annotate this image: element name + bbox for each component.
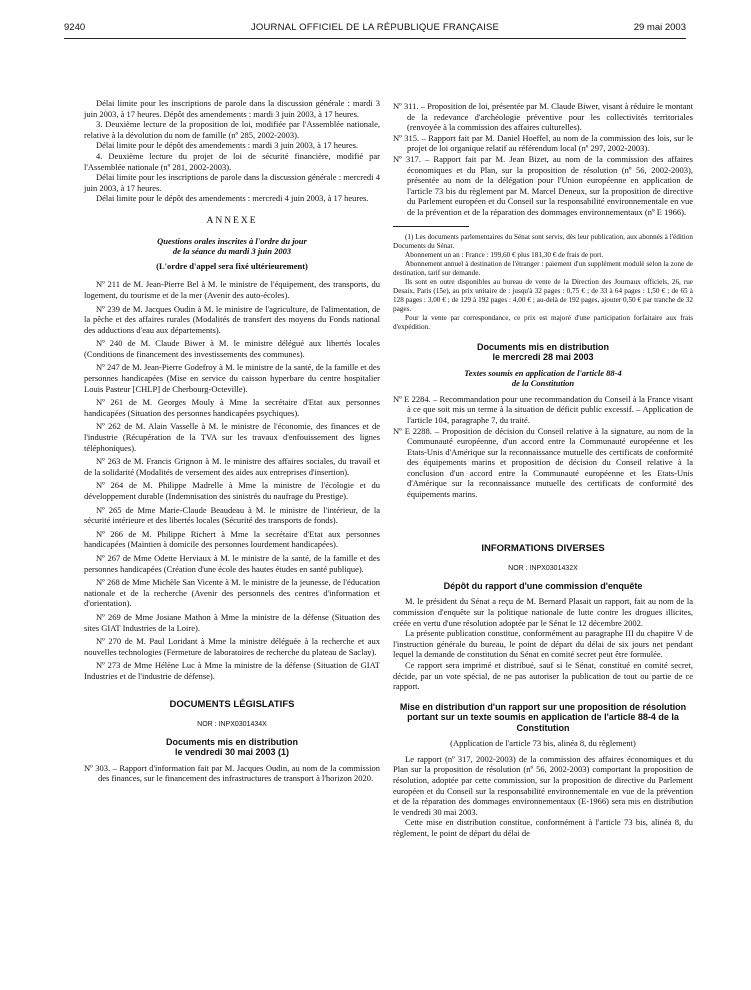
question-item: Nº 264 de M. Philippe Madrelle à Mme la ministre de l'écologie et du développement durable (Indemnisation des sinistrés du naufrage du Prestige). — [84, 480, 380, 501]
question-item: Nº 239 de M. Jacques Oudin à M. le ministre de l'agriculture, de l'alimentation, de la pêche et des affaires rurales (Modalités de transfert des moyens du Fonds national des adductions d'eau aux départements). — [84, 303, 380, 335]
issue-date: 29 mai 2003 — [633, 22, 686, 33]
header-rule — [64, 38, 686, 39]
intro-paragraph: Délai limite pour les inscriptions de parole dans la discussion générale : mercredi 4 juin 2003, à 17 heures. — [84, 172, 380, 193]
annexe-subtitle: Questions orales inscrites à l'ordre du jour — [157, 235, 307, 246]
info-nor: NOR : INPX0301432X — [508, 565, 578, 573]
mise-paragraph: Cette mise en distribution constitue, conformément à l'article 73 bis, alinéa 8, du règlement, le point de départ du délai de — [393, 817, 693, 838]
left-column — [84, 98, 380, 784]
right-column — [393, 101, 693, 839]
journal-title: JOURNAL OFFICIEL DE LA RÉPUBLIQUE FRANÇAISE — [250, 22, 500, 33]
depot-paragraph: Ce rapport sera imprimé et distribué, sauf si le Sénat, constitué en comité secret, décide, par un vote spécial, de ne pas autoriser la publication de tout ou partie de ce rapport. — [393, 659, 693, 692]
mise-paragraph: Le rapport (nº 317, 2002-2003) de la commission des affaires économiques et du Plan sur la proposition de résolution (nº 56, 2002-2003) comportant la proposition de résolution, adoptée par cette commission, sur la proposition de directive du Parlement européen et du Conseil sur la responsabilité environnementale en vue de la prévention et de la réparation des dommages environnementaux (E-1966) sera mis en distribution le vendredi 30 mai 2003. — [393, 753, 693, 817]
spacer — [393, 500, 693, 530]
annexe-title: ANNEXE — [206, 215, 258, 226]
e-doc-item: Nº E 2284. – Recommandation pour une recommandation du Conseil à la France visant à ce que soit mis un terme à la situation de déficit public excessif. – Application de l'article 104, paragraphe 7, du traité. — [393, 393, 693, 425]
footnote: (1) Les documents parlementaires du Sénat sont servis, dès leur publication, aux abonnés à l'édition Documents du Sénat. — [393, 232, 693, 250]
depot-paragraph: La présente publication constitue, conformément au paragraphe III du chapitre V de l'instruction générale du bureau, le point de départ du délai de six jours net pendant lequel la demande de constitution du Sénat en comité secret peut être formulée. — [393, 628, 693, 660]
doc-item: Nº 317. – Rapport fait par M. Jean Bizet, au nom de la commission des affaires économiques et du Plan, sur la proposition de résolution (nº 56, 2002-2003), présentée au nom de la délégation pour l'Union européenne en application de l'article 73 bis du règlement par M. Marcel Deneux, sur la proposition de directive du Parlement européen et du Conseil sur la responsabilité environnementale en vue de la prévention et de la réparation des dommages environnementaux (nº E 1966). — [393, 153, 693, 217]
doc-item: Nº 303. – Rapport d'information fait par M. Jacques Oudin, au nom de la commission des finances, sur le financement des infrastructures de transport à l'horizon 2020. — [84, 762, 380, 784]
annexe-subtitle: de la séance du mardi 3 juin 2003 — [172, 246, 292, 257]
mise-title: Mise en distribution d'un rapport sur une proposition de résolution portant sur un texte soumis en application de l'article 88-4 de la Constitution — [399, 701, 687, 733]
distribution-subtitle: Textes soumis en application de l'article 88-4 — [464, 367, 622, 378]
footnote: Ils sont en outre disponibles au bureau de vente de la Direction des Journaux officiels, 26, rue Desaix, Paris (15e), au prix unitaire de : jusqu'à 32 pages : 0,75 € ; de 33 à 64 pages : 1,50 € ; de 65 à 128 pages : 3,00 € ; de 129 à 192 pages : 4,00 € ; au-delà de 192 pages, ajouter 0,50 € par tranche de 32 pages. — [393, 277, 693, 313]
question-item: Nº 266 de M. Philippe Richert à Mme la secrétaire d'Etat aux personnes handicapées (Maintien à domicile des personnes lourdement handicapées). — [84, 528, 380, 550]
question-item: Nº 267 de Mme Odette Herviaux à M. le ministre de la santé, de la famille et des personnes handicapées (Création d'une école des hautes études en santé publique). — [84, 552, 380, 574]
intro-paragraph: Délai limite pour les inscriptions de parole dans la discussion générale : mardi 3 juin 2003, à 17 heures. Dépôt des amendements : mardi 3 juin 2003, à 17 heures. — [84, 98, 380, 119]
question-item: Nº 273 de Mme Hélène Luc à Mme la ministre de la défense (Situation de GIAT Industries et de l'industrie de défense). — [84, 660, 380, 681]
distribution-subtitle: de la Constitution — [511, 378, 575, 389]
annexe-note: (L'ordre d'appel sera fixé ultérieurement) — [156, 260, 308, 271]
footnote-rule — [393, 226, 469, 227]
footnote: Abonnement un an : France : 199,60 € plus 181,30 € de frais de port. — [405, 250, 604, 259]
footnote: Pour la vente par correspondance, ce prix est majoré d'une participation forfaitaire aux frais d'expédition. — [393, 313, 693, 331]
depot-paragraph: M. le président du Sénat a reçu de M. Bernard Plasait un rapport, fait au nom de la commission d'enquête sur la politique nationale de lutte contre les drogues illicites, créée en vertu d'une résolution adoptée par le Sénat le 12 décembre 2002. — [393, 596, 693, 628]
intro-paragraph: 4. Deuxième lecture du projet de loi de sécurité financière, modifié par l'Assemblée nationale (nº 281, 2002-2003). — [84, 150, 380, 172]
distribution-date: le mercredi 28 mai 2003 — [492, 352, 594, 363]
question-item: Nº 263 de M. Francis Grignon à M. le ministre des affaires sociales, du travail et de la solidarité (Modalités de versement des aides aux entreprises d'insertion). — [84, 456, 380, 477]
question-item: Nº 211 de M. Jean-Pierre Bel à M. le ministre de l'équipement, des transports, du logement, du tourisme et de la mer (Avenir des auto-écoles). — [84, 279, 380, 300]
question-item: Nº 240 de M. Claude Biwer à M. le ministre délégué aux libertés locales (Conditions de financement des investissements des communes). — [84, 338, 380, 359]
docs-nor: NOR : INPX0301434X — [197, 721, 267, 729]
distribution-title: Documents mis en distribution — [476, 341, 609, 352]
informations-title: INFORMATIONS DIVERSES — [481, 542, 605, 554]
question-item: Nº 269 de Mme Josiane Mathon à Mme la ministre de la défense (Situation des sites GIAT Industries de la Loire). — [84, 611, 380, 633]
page-header — [64, 22, 686, 36]
docs-distribution-title: Documents mis en distribution — [165, 736, 298, 747]
docs-legislatifs-title: DOCUMENTS LÉGISLATIFS — [169, 698, 295, 710]
mise-note: (Application de l'article 73 bis, alinéa 8, du règlement) — [450, 738, 636, 749]
footnote: Abonnement annuel à destination de l'étranger : paiement d'un supplément modulé selon la zone de destination, tarif sur demande. — [393, 259, 693, 277]
question-item: Nº 262 de M. Alain Vasselle à M. le ministre de l'économie, des finances et de l'industrie (Récupération de la TVA sur les travaux d'enfouissement des lignes téléphoniques). — [84, 421, 380, 453]
doc-item: Nº 311. – Proposition de loi, présentée par M. Claude Biwer, visant à réduire le montant de la redevance d'archéologie préventive pour les collectivités territoriales (renvoyée à la commission des affaires culturelles). — [393, 101, 693, 133]
question-item: Nº 247 de M. Jean-Pierre Godefroy à M. le ministre de la santé, de la famille et des personnes handicapées (Mise en service du caisson hyperbare du centre hospitalier Louis Pasteur [CHLP] de Cherbourg-Octeville). — [84, 362, 380, 394]
intro-paragraph: Délai limite pour le dépôt des amendements : mercredi 4 juin 2003, à 17 heures. — [96, 193, 369, 204]
intro-paragraph: 3. Deuxième lecture de la proposition de loi, modifiée par l'Assemblée nationale, relative à la dévolution du nom de famille (nº 285, 2002-2003). — [84, 119, 380, 140]
question-item: Nº 270 de M. Paul Loridant à Mme la ministre déléguée à la recherche et aux nouvelles technologies (Fermeture de laboratoires de recherche du plateau de Saclay). — [84, 636, 380, 657]
depot-title: Dépôt du rapport d'une commission d'enquête — [443, 580, 643, 591]
e-doc-item: Nº E 2288. – Proposition de décision du Conseil relative à la signature, au nom de la Communauté européenne, d'un accord entre la Communauté européenne et les Etats-Unis d'Amérique sur la reconnaissance mutuelle des certificats de conformité des équipements marins et proposition de décision du Conseil relative à la conclusion d'un accord entre la Communauté européenne et les Etats-Unis d'Amérique sur la reconnaissance mutuelle des certificats de conformité des équipements marins. — [393, 425, 693, 500]
docs-distribution-date: le vendredi 30 mai 2003 (1) — [174, 747, 290, 758]
doc-item: Nº 315. – Rapport fait par M. Daniel Hoeffel, au nom de la commission des lois, sur le projet de loi organique relatif au référendum local (nº 297, 2002-2003). — [393, 132, 693, 154]
page-number: 9240 — [64, 22, 86, 33]
intro-paragraph: Délai limite pour le dépôt des amendements : mardi 3 juin 2003, à 17 heures. — [96, 140, 359, 151]
question-item: Nº 265 de Mme Marie-Claude Beaudeau à M. le ministre de l'intérieur, de la sécurité intérieure et des libertés locales (Sécurité des transports de fonds). — [84, 504, 380, 526]
question-item: Nº 261 de M. Georges Mouly à Mme la secrétaire d'Etat aux personnes handicapées (Situation des personnes handicapées psychiques). — [84, 397, 380, 418]
question-item: Nº 268 de Mme Michèle San Vicente à M. le ministre de la jeunesse, de l'éducation nationale et de la recherche (Avenir des personnels des centres d'information et d'orientation). — [84, 577, 380, 609]
